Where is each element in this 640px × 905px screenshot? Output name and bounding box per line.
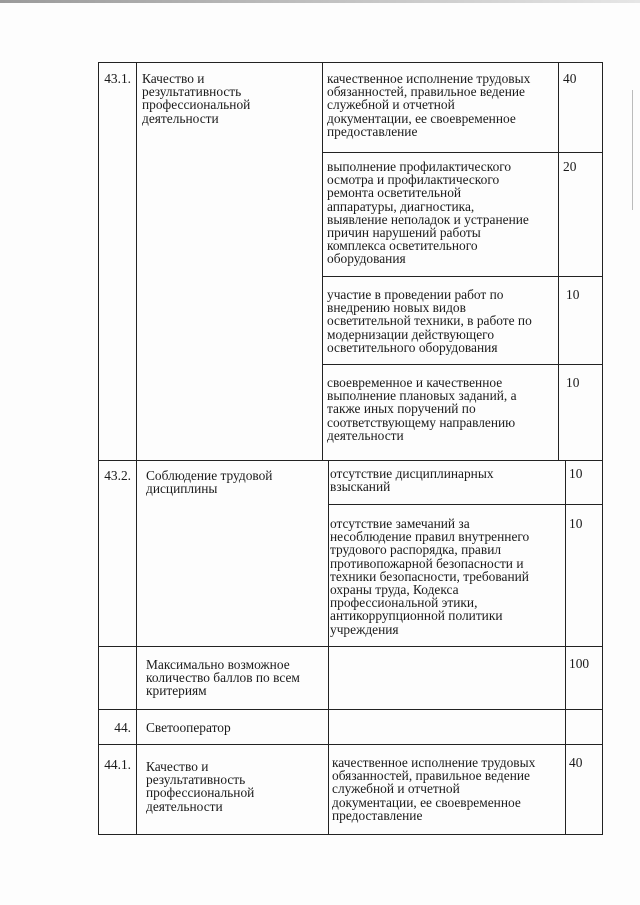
points-value: 40	[569, 755, 583, 770]
indicator-name: Соблюдение трудовой дисциплины	[146, 468, 273, 497]
row-number: 43.2.	[104, 468, 131, 483]
row-line	[98, 646, 603, 647]
row-number: 43.1.	[104, 71, 131, 86]
indicator-name: Качество и результативность профессиональной деятельности	[142, 71, 251, 126]
criterion-text: отсутствие дисциплинарных взысканий	[330, 466, 494, 495]
table-border-left	[98, 62, 99, 834]
row-line	[98, 834, 603, 835]
row-line	[98, 744, 603, 745]
criterion-text: качественное исполнение трудовых обязанностей, правильное ведение служебной и отчетной документации, ее своевременное предоставление	[327, 71, 531, 139]
criterion-text: своевременное и качественное выполнение плановых заданий, а также иных поручений по соответствующему направлению деятельности	[327, 375, 517, 443]
points-value: 10	[566, 287, 580, 302]
row-line	[322, 152, 603, 153]
row-line	[98, 709, 603, 710]
row-number: 44.1.	[104, 757, 131, 772]
column-divider-name	[136, 62, 137, 834]
criterion-text: качественное исполнение трудовых обязанностей, правильное ведение служебной и отчетной документации, ее своевременное предоставление	[332, 755, 536, 823]
criterion-text: участие в проведении работ по внедрению новых видов осветительной техники, в работе по модернизации действующего осветительного оборудования	[327, 287, 532, 355]
points-value: 20	[563, 159, 577, 174]
points-value: 10	[566, 375, 580, 390]
criterion-text: выполнение профилактического осмотра и профилактического ремонта осветительной аппаратуры, диагностика, выявление неполадок и устранение причин нарушений работы комплекса осветительного оборудования	[327, 159, 529, 267]
indicator-name: Светооператор	[146, 720, 231, 735]
points-value: 40	[563, 71, 577, 86]
criterion-text: отсутствие замечаний за несоблюдение правил внутреннего трудового распорядка, правил противопожарной безопасности и техники безопасности, требований охраны труда, Кодекса профессиональной этики, антикоррупционной политики учреждения	[330, 516, 530, 637]
row-line	[328, 504, 603, 505]
row-line	[322, 276, 603, 277]
column-divider-points-lower	[565, 460, 566, 834]
column-divider-criteria-upper	[322, 62, 323, 460]
row-line	[322, 364, 603, 365]
table-border-right	[602, 62, 603, 834]
row-line	[98, 62, 603, 63]
column-divider-criteria-lower	[328, 460, 329, 834]
row-number: 44.	[114, 720, 131, 735]
points-value: 10	[569, 466, 583, 481]
points-value: 100	[569, 656, 590, 671]
points-value: 10	[569, 516, 583, 531]
row-line	[98, 460, 603, 461]
column-divider-points-upper	[558, 62, 559, 460]
indicator-name: Качество и результативность профессиональной деятельности	[146, 759, 255, 814]
indicator-name: Максимально возможное количество баллов по всем критериям	[146, 657, 300, 699]
